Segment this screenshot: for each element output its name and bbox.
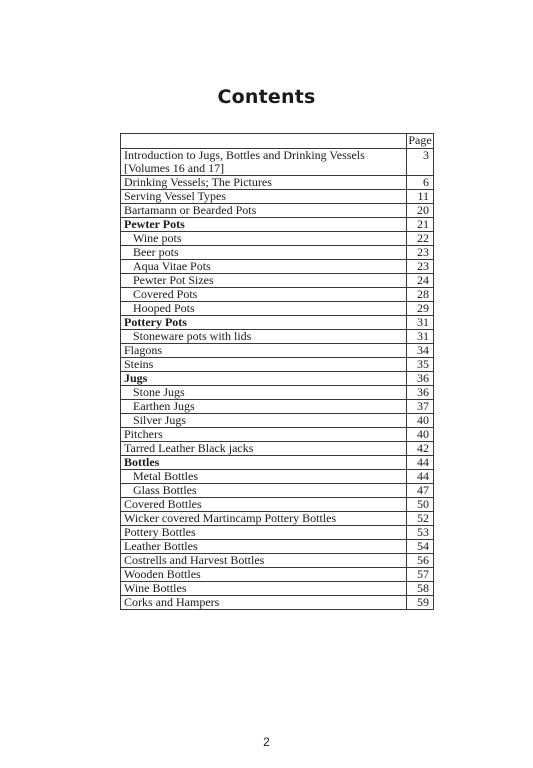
contents-row bbox=[121, 302, 434, 316]
contents-row bbox=[121, 554, 434, 568]
contents-row bbox=[121, 372, 434, 386]
contents-entry-page: 37 bbox=[407, 400, 434, 414]
contents-row bbox=[121, 232, 434, 246]
contents-row bbox=[121, 442, 434, 456]
contents-row bbox=[121, 428, 434, 442]
contents-row bbox=[121, 526, 434, 540]
contents-row bbox=[121, 260, 434, 274]
contents-row bbox=[121, 400, 434, 414]
contents-entry-page: 35 bbox=[407, 358, 434, 372]
contents-entry-title: Pewter Pots bbox=[121, 218, 407, 232]
contents-entry-title: Introduction to Jugs, Bottles and Drinking Vessels [Volumes 16 and 17] bbox=[121, 149, 407, 176]
contents-entry-title: Metal Bottles bbox=[121, 470, 407, 484]
contents-entry-page: 6 bbox=[407, 176, 434, 190]
contents-entry-title: Covered Pots bbox=[121, 288, 407, 302]
contents-row bbox=[121, 470, 434, 484]
contents-row bbox=[121, 568, 434, 582]
contents-entry-page: 22 bbox=[407, 232, 434, 246]
contents-entry-page: 36 bbox=[407, 386, 434, 400]
page-title: Contents bbox=[217, 86, 316, 108]
contents-row bbox=[121, 218, 434, 232]
contents-entry-page: 50 bbox=[407, 498, 434, 512]
contents-row bbox=[121, 540, 434, 554]
contents-entry-page: 24 bbox=[407, 274, 434, 288]
contents-entry-page: 31 bbox=[407, 330, 434, 344]
page-column-header: Page bbox=[408, 133, 432, 147]
contents-entry-title: Earthen Jugs bbox=[121, 400, 407, 414]
contents-entry-page: 56 bbox=[407, 554, 434, 568]
contents-entry-page: 28 bbox=[407, 288, 434, 302]
contents-row bbox=[121, 204, 434, 218]
contents-entry-title: Flagons bbox=[121, 344, 407, 358]
contents-entry-title: Beer pots bbox=[121, 246, 407, 260]
contents-row bbox=[121, 498, 434, 512]
contents-row bbox=[121, 176, 434, 190]
contents-row bbox=[121, 596, 434, 610]
contents-entry-page: 11 bbox=[407, 190, 434, 204]
contents-row bbox=[121, 512, 434, 526]
contents-row bbox=[121, 414, 434, 428]
contents-entry-page: 21 bbox=[407, 218, 434, 232]
contents-entry-page: 57 bbox=[407, 568, 434, 582]
contents-entry-page: 58 bbox=[407, 582, 434, 596]
contents-entry-page: 20 bbox=[407, 204, 434, 218]
contents-entry-page: 29 bbox=[407, 302, 434, 316]
contents-entry-title: Corks and Hampers bbox=[121, 596, 407, 610]
contents-row bbox=[121, 149, 434, 176]
contents-entry-page: 53 bbox=[407, 526, 434, 540]
contents-entry-title: Pewter Pot Sizes bbox=[121, 274, 407, 288]
contents-row bbox=[121, 190, 434, 204]
contents-entry-page: 47 bbox=[407, 484, 434, 498]
contents-entry-page: 59 bbox=[407, 596, 434, 610]
contents-table bbox=[120, 133, 434, 610]
contents-row bbox=[121, 316, 434, 330]
contents-entry-title: Wine pots bbox=[121, 232, 407, 246]
contents-row bbox=[121, 358, 434, 372]
page-number: 2 bbox=[263, 735, 270, 749]
contents-entry-title: Pitchers bbox=[121, 428, 407, 442]
contents-entry-title: Drinking Vessels; The Pictures bbox=[121, 176, 407, 190]
contents-entry-page: 36 bbox=[407, 372, 434, 386]
contents-entry-page: 34 bbox=[407, 344, 434, 358]
contents-entry-title: Pottery Pots bbox=[121, 316, 407, 330]
contents-entry-title: Tarred Leather Black jacks bbox=[121, 442, 407, 456]
contents-entry-page: 3 bbox=[407, 149, 434, 176]
contents-entry-page: 52 bbox=[407, 512, 434, 526]
contents-entry-title: Leather Bottles bbox=[121, 540, 407, 554]
contents-header-row bbox=[121, 134, 434, 149]
contents-entry-page: 42 bbox=[407, 442, 434, 456]
contents-table-body bbox=[121, 134, 434, 610]
contents-entry-page: 44 bbox=[407, 470, 434, 484]
contents-entry-title: Pottery Bottles bbox=[121, 526, 407, 540]
contents-entry-page: 40 bbox=[407, 414, 434, 428]
contents-entry-title: Wicker covered Martincamp Pottery Bottles bbox=[121, 512, 407, 526]
contents-entry-title: Jugs bbox=[121, 372, 407, 386]
contents-entry-title: Steins bbox=[121, 358, 407, 372]
contents-entry-page: 44 bbox=[407, 456, 434, 470]
contents-entry-page: 54 bbox=[407, 540, 434, 554]
contents-entry-title: Stoneware pots with lids bbox=[121, 330, 407, 344]
contents-entry-title: Costrells and Harvest Bottles bbox=[121, 554, 407, 568]
contents-row bbox=[121, 288, 434, 302]
contents-row bbox=[121, 484, 434, 498]
contents-entry-title: Bartamann or Bearded Pots bbox=[121, 204, 407, 218]
contents-entry-title: Glass Bottles bbox=[121, 484, 407, 498]
contents-row bbox=[121, 456, 434, 470]
contents-entry-title: Serving Vessel Types bbox=[121, 190, 407, 204]
contents-row bbox=[121, 582, 434, 596]
contents-entry-page: 23 bbox=[407, 246, 434, 260]
contents-row bbox=[121, 274, 434, 288]
contents-row bbox=[121, 344, 434, 358]
contents-entry-title: Silver Jugs bbox=[121, 414, 407, 428]
contents-entry-page: 23 bbox=[407, 260, 434, 274]
contents-entry-title: Stone Jugs bbox=[121, 386, 407, 400]
contents-entry-title: Aqua Vitae Pots bbox=[121, 260, 407, 274]
contents-row bbox=[121, 246, 434, 260]
contents-entry-page: 31 bbox=[407, 316, 434, 330]
contents-entry-title: Covered Bottles bbox=[121, 498, 407, 512]
contents-entry-title: Bottles bbox=[121, 456, 407, 470]
contents-entry-page: 40 bbox=[407, 428, 434, 442]
contents-entry-title: Hooped Pots bbox=[121, 302, 407, 316]
contents-row bbox=[121, 330, 434, 344]
contents-row bbox=[121, 386, 434, 400]
contents-entry-title: Wooden Bottles bbox=[121, 568, 407, 582]
contents-entry-title: Wine Bottles bbox=[121, 582, 407, 596]
contents-header-blank bbox=[121, 134, 407, 149]
